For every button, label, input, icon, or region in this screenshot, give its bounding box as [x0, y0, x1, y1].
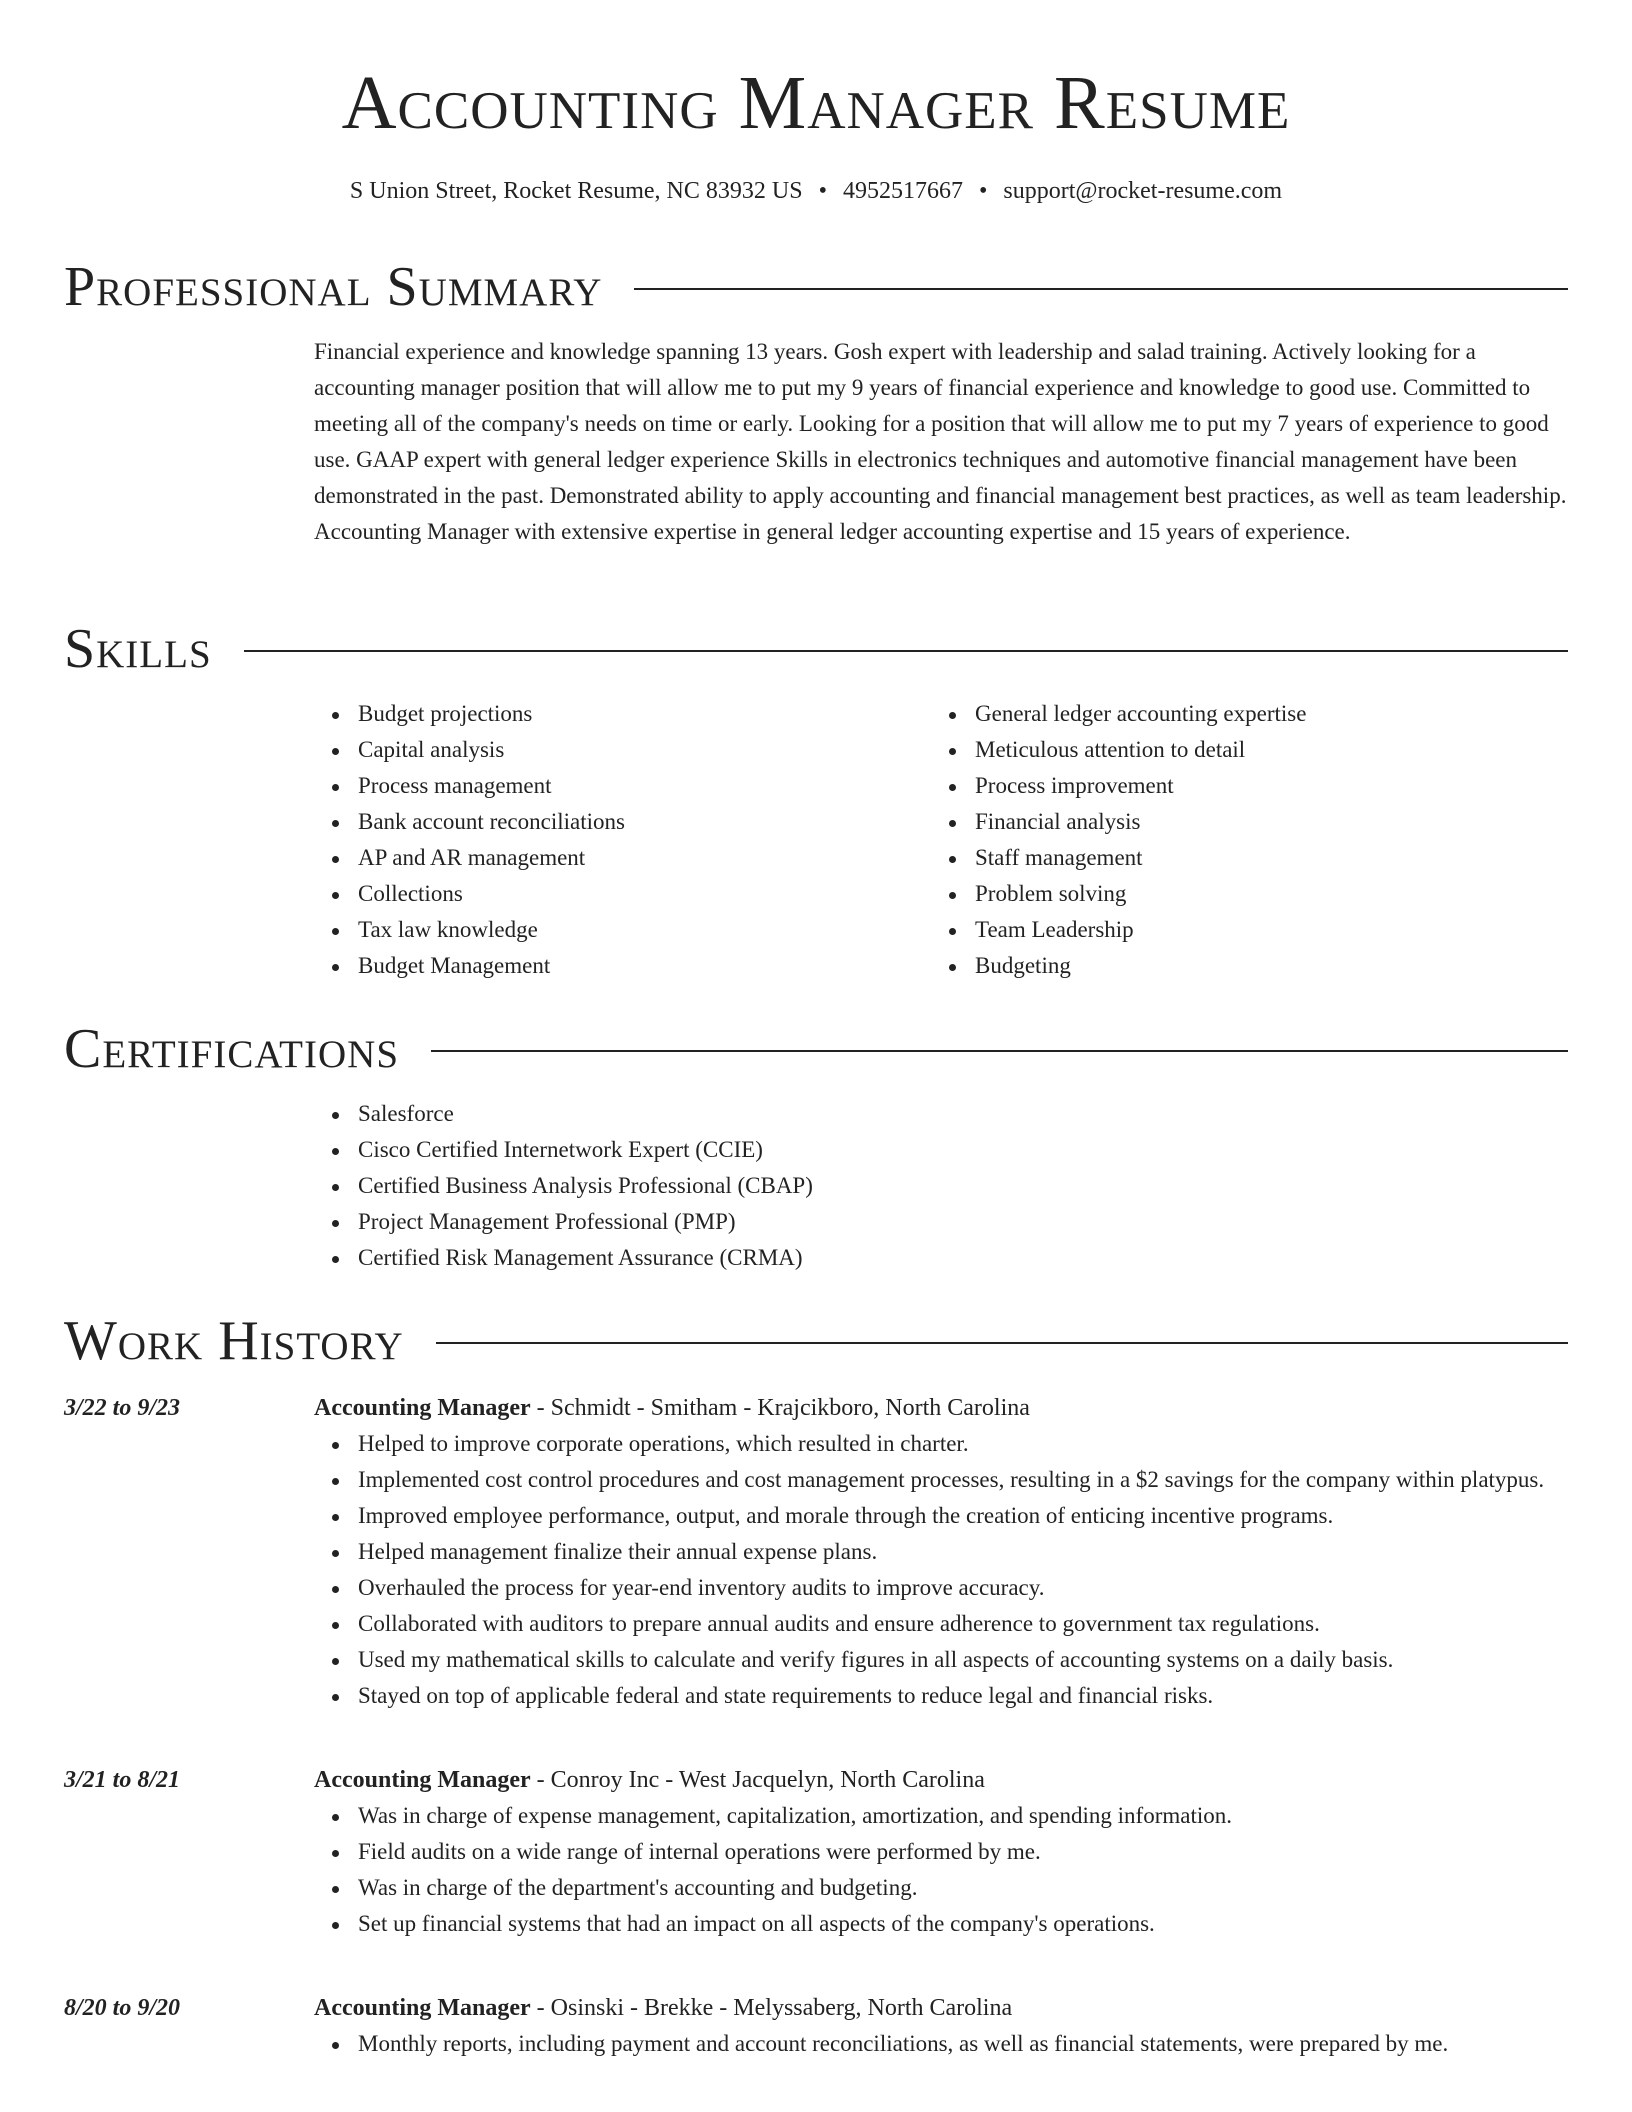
certifications-header	[64, 1014, 1568, 1084]
job-bullet: Collaborated with auditors to prepare annual audits and ensure adherence to government tax regulations.	[314, 1606, 1568, 1642]
skill-item: Financial analysis	[931, 804, 1548, 840]
skill-item: Tax law knowledge	[314, 912, 931, 948]
skill-item: Budget Management	[314, 948, 931, 984]
summary-heading: Professional Summary	[64, 256, 603, 318]
job-heading	[314, 1762, 1568, 1798]
job-heading	[314, 1390, 1568, 1426]
contact-address: S Union Street, Rocket Resume, NC 83932 US	[349, 178, 803, 204]
skills-right-list	[931, 696, 1548, 984]
skill-item: Process management	[314, 768, 931, 804]
job-bullet: Helped management finalize their annual expense plans.	[314, 1534, 1568, 1570]
job-bullet-list	[314, 1798, 1568, 1942]
skills-header	[64, 614, 1568, 684]
job-bullet: Was in charge of the department's accounting and budgeting.	[314, 1870, 1568, 1906]
contact-phone: 4952517667	[842, 178, 963, 204]
certification-item: Certified Business Analysis Professional (CBAP)	[314, 1168, 1568, 1204]
job-company-location: - Schmidt - Smitham - Krajcikboro, North Carolina	[530, 1395, 1030, 1421]
certification-item: Project Management Professional (PMP)	[314, 1204, 1568, 1240]
skill-item: Budgeting	[931, 948, 1548, 984]
skills-columns	[314, 696, 1568, 984]
job-entry	[64, 1390, 1568, 1714]
skill-item: Problem solving	[931, 876, 1548, 912]
job-company-location: - Conroy Inc - West Jacquelyn, North Carolina	[530, 1767, 985, 1793]
resume-title: Accounting Manager Resume	[341, 61, 1291, 145]
job-bullet: Monthly reports, including payment and account reconciliations, as well as financial statements, were prepared by me.	[314, 2026, 1568, 2062]
section-divider	[244, 650, 1568, 652]
skills-left-list	[314, 696, 931, 984]
job-bullet: Field audits on a wide range of internal operations were performed by me.	[314, 1834, 1568, 1870]
skill-item: Budget projections	[314, 696, 931, 732]
job-bullet-list	[314, 2026, 1568, 2062]
skill-item: AP and AR management	[314, 840, 931, 876]
contact-separator: •	[818, 178, 827, 204]
job-bullet: Stayed on top of applicable federal and state requirements to reduce legal and financial risks.	[314, 1678, 1568, 1714]
job-entry	[64, 1990, 1568, 2062]
skill-item: Meticulous attention to detail	[931, 732, 1548, 768]
work-history-heading: Work History	[64, 1310, 404, 1372]
skill-item: Staff management	[931, 840, 1548, 876]
certification-item: Salesforce	[314, 1096, 1568, 1132]
job-title: Accounting Manager	[314, 1767, 531, 1793]
certification-item: Certified Risk Management Assurance (CRMA)	[314, 1240, 1568, 1276]
work-history-header	[64, 1306, 1568, 1376]
job-company-location: - Osinski - Brekke - Melyssaberg, North Carolina	[530, 1995, 1013, 2021]
skill-item: Collections	[314, 876, 931, 912]
job-dates: 3/21 to 8/21	[64, 1767, 181, 1793]
summary-header	[64, 252, 1568, 322]
skills-heading: Skills	[64, 618, 212, 680]
work-history-section	[64, 1306, 1568, 2062]
job-dates: 3/22 to 9/23	[64, 1395, 181, 1421]
job-spacer	[64, 1714, 1568, 1748]
job-body	[314, 1390, 1568, 1714]
job-bullet-list	[314, 1426, 1568, 1714]
job-bullet: Set up financial systems that had an impact on all aspects of the company's operations.	[314, 1906, 1568, 1942]
skills-right-column	[931, 696, 1548, 984]
job-bullet: Used my mathematical skills to calculate and verify figures in all aspects of accounting systems on a daily basis.	[314, 1642, 1568, 1678]
job-heading	[314, 1990, 1568, 2026]
certifications-body	[314, 1096, 1568, 1276]
job-bullet: Improved employee performance, output, and morale through the creation of enticing incentive programs.	[314, 1498, 1568, 1534]
job-spacer	[64, 1942, 1568, 1976]
skill-item: General ledger accounting expertise	[931, 696, 1548, 732]
contact-line	[0, 174, 1632, 208]
summary-text: Financial experience and knowledge spanning 13 years. Gosh expert with leadership and salad training. Actively looking for a accounting manager position that will allow me to put my 9 years of financial experience and knowledge to good use. Committed to meeting all of the company's needs on time or early. Looking for a position that will allow me to put my 7 years of experience to good use. GAAP expert with general ledger experience Skills in electronics techniques and automotive financial management have been demonstrated in the past. Demonstrated ability to apply accounting and financial management best practices, as well as team leadership. Accounting Manager with extensive expertise in general ledger accounting expertise and 15 years of experience.	[314, 339, 1567, 544]
contact-separator: •	[978, 178, 988, 204]
summary-section	[64, 252, 1568, 550]
job-body	[314, 1762, 1568, 1942]
certification-item: Cisco Certified Internetwork Expert (CCIE)	[314, 1132, 1568, 1168]
job-entry	[64, 1762, 1568, 1942]
section-divider	[634, 288, 1568, 290]
job-bullet: Implemented cost control procedures and cost management processes, resulting in a $2 savings for the company within platypus.	[314, 1462, 1568, 1498]
certifications-section	[64, 1014, 1568, 1276]
job-title: Accounting Manager	[314, 1995, 531, 2021]
job-title: Accounting Manager	[314, 1395, 531, 1421]
job-bullet: Was in charge of expense management, capitalization, amortization, and spending information.	[314, 1798, 1568, 1834]
skill-item: Process improvement	[931, 768, 1548, 804]
certifications-list	[314, 1096, 1568, 1276]
section-divider	[436, 1342, 1568, 1344]
job-dates: 8/20 to 9/20	[64, 1995, 181, 2021]
skills-section	[64, 614, 1568, 984]
section-divider	[431, 1050, 1568, 1052]
skills-left-column	[314, 696, 931, 984]
job-bullet: Overhauled the process for year-end inventory audits to improve accuracy.	[314, 1570, 1568, 1606]
job-bullet: Helped to improve corporate operations, which resulted in charter.	[314, 1426, 1568, 1462]
contact-email: support@rocket-resume.com	[1003, 178, 1283, 204]
skill-item: Bank account reconciliations	[314, 804, 931, 840]
certifications-heading: Certifications	[64, 1018, 400, 1080]
skill-item: Team Leadership	[931, 912, 1548, 948]
job-body	[314, 1990, 1568, 2062]
skill-item: Capital analysis	[314, 732, 931, 768]
